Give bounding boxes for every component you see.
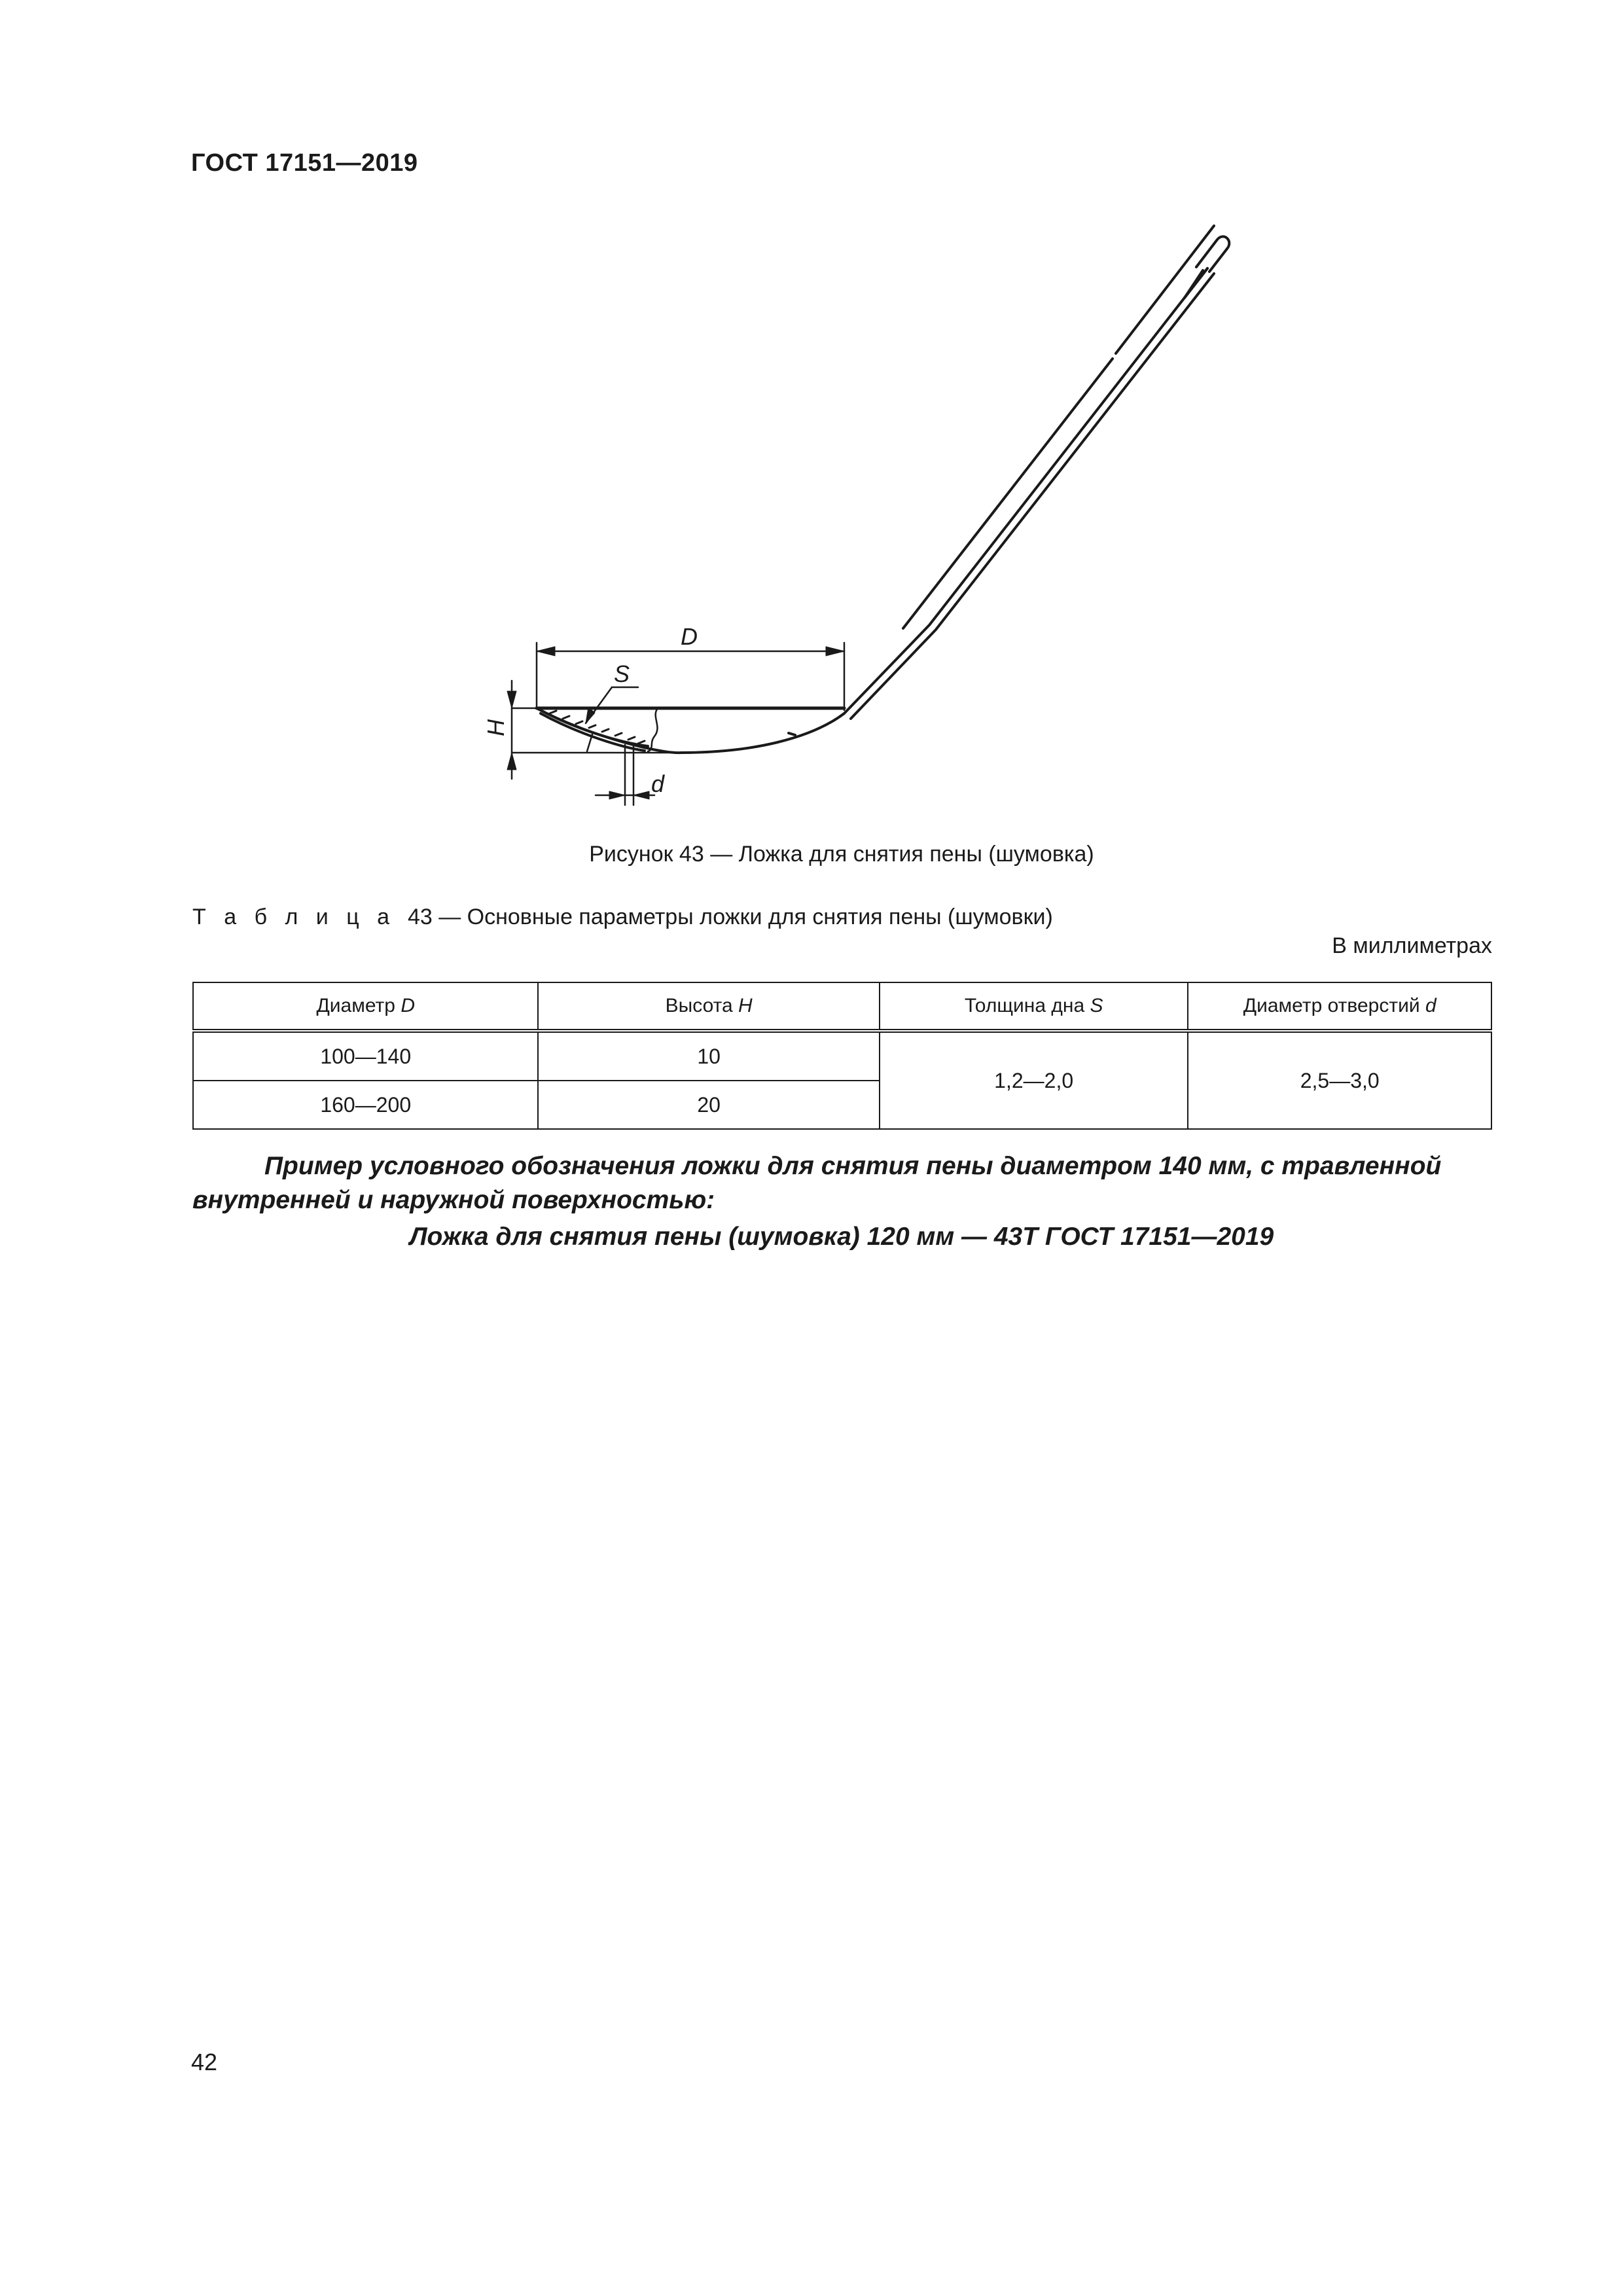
label-D: D	[681, 623, 698, 650]
table-title	[192, 905, 1053, 930]
figure-caption	[0, 842, 1623, 867]
label-S: S	[614, 660, 630, 687]
designation-example-value: Ложка для снятия пены (шумовка) 120 мм — 43Т ГОСТ 17151—2019	[409, 1223, 1274, 1251]
label-d: d	[651, 770, 665, 797]
cell-hole-diameter: 2,5—3,0	[1188, 1031, 1491, 1129]
skimmer-drawing	[0, 0, 1623, 851]
designation-example-text: Пример условного обозначения ложки для снятия пены диаметром 140 мм, с травленной внутренней и наружной поверхностью:	[192, 1152, 1442, 1214]
cell-diameter: 160—200	[193, 1081, 538, 1129]
header-hole-diameter: Диаметр отверстий d	[1188, 982, 1491, 1031]
cell-height: 10	[538, 1031, 879, 1081]
page-number: 42	[191, 2049, 218, 2075]
cell-height: 20	[538, 1081, 879, 1129]
header-thickness: Толщина дна S	[880, 982, 1188, 1031]
table-header-row	[193, 982, 1491, 1031]
cell-thickness: 1,2—2,0	[880, 1031, 1188, 1129]
header-height: Высота H	[538, 982, 879, 1031]
table-row	[193, 1031, 1491, 1081]
table-title-text: 43 — Основные параметры ложки для снятия пены (шумовки)	[407, 905, 1053, 929]
table-title-prefix: Т а б л и ц а	[192, 905, 396, 929]
header-diameter: Диаметр D	[193, 982, 538, 1031]
designation-example	[0, 1223, 1623, 1251]
figure-caption-text: Рисунок 43 — Ложка для снятия пены (шумовка)	[589, 842, 1094, 867]
bowl-bottom	[537, 708, 844, 753]
cell-diameter: 100—140	[193, 1031, 538, 1081]
table-units: В миллиметрах	[1332, 933, 1492, 958]
parameters-table	[192, 982, 1492, 1130]
document-code: ГОСТ 17151—2019	[191, 149, 418, 177]
label-H: H	[482, 719, 509, 736]
skimmer-figure	[0, 0, 1623, 851]
handle-line-inner	[844, 268, 1207, 713]
